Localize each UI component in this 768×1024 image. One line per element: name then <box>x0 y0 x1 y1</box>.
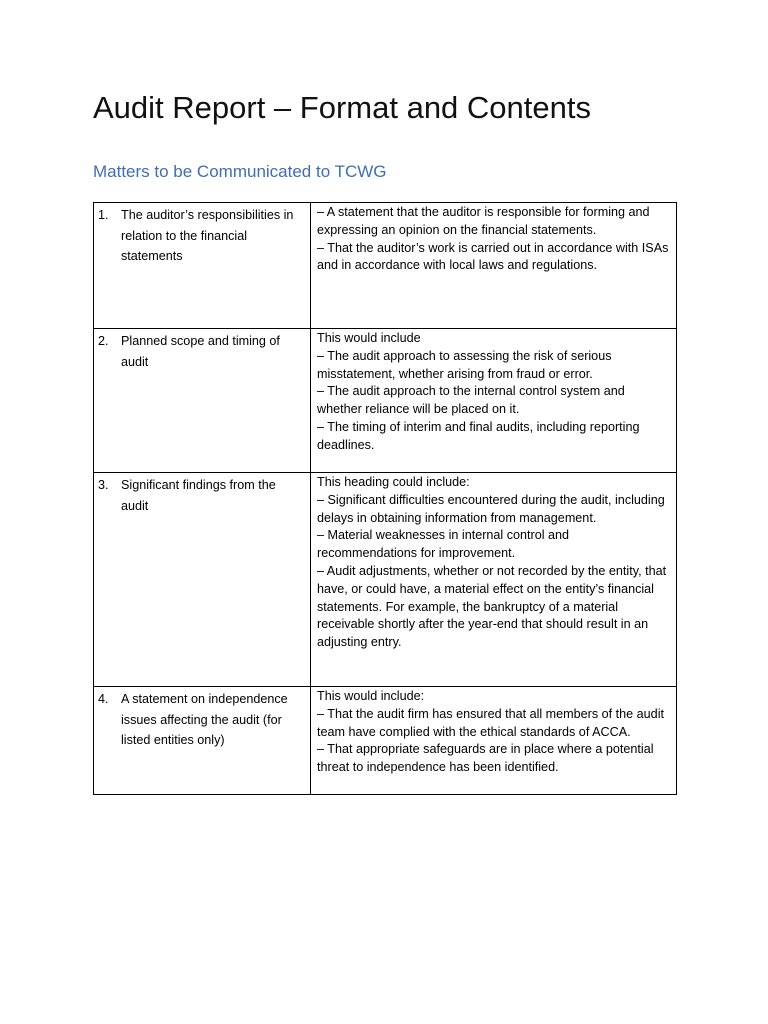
table-row <box>94 203 677 329</box>
detail-line: This would include <box>317 331 421 345</box>
detail-line: – Audit adjustments, whether or not recorded by the entity, that have, or could have, a material effect on the entity’s financial statements. For example, the bankruptcy of a material receivable shortly after the year-end that should result in an adjusting entry. <box>317 563 667 650</box>
matter-text: A statement on independence issues affecting the audit (for listed entities only) <box>121 692 288 747</box>
matter-text: Planned scope and timing of audit <box>121 334 280 369</box>
matters-table <box>93 202 677 795</box>
matter-cell <box>94 203 311 329</box>
detail-line: – The audit approach to assessing the risk of serious misstatement, whether arising from fraud or error. <box>317 348 612 381</box>
details-cell <box>311 203 677 329</box>
detail-line: This heading could include: <box>317 475 470 489</box>
details-cell <box>311 473 677 687</box>
details-cell <box>311 687 677 795</box>
matter-text: Significant findings from the audit <box>121 478 276 513</box>
detail-line: – That the audit firm has ensured that all members of the audit team have complied with the ethical standards of ACCA. <box>317 706 664 739</box>
matter-cell <box>94 329 311 473</box>
matter-cell <box>94 687 311 795</box>
details-cell <box>311 329 677 473</box>
table-row <box>94 329 677 473</box>
item-number: 3. <box>98 478 109 492</box>
detail-line: This would include: <box>317 689 425 703</box>
detail-line: – That the auditor’s work is carried out in accordance with ISAs and in accordance with local laws and regulations. <box>317 240 669 273</box>
item-number: 4. <box>98 692 109 706</box>
table-row <box>94 473 677 687</box>
detail-line: – The audit approach to the internal control system and whether reliance will be placed on it. <box>317 384 625 417</box>
table-row <box>94 687 677 795</box>
detail-line: – The timing of interim and final audits, including reporting deadlines. <box>317 419 640 452</box>
detail-line: – A statement that the auditor is responsible for forming and expressing an opinion on the financial statements. <box>317 205 650 237</box>
matter-cell <box>94 473 311 687</box>
section-heading: Matters to be Communicated to TCWG <box>93 162 387 181</box>
detail-line: – That appropriate safeguards are in place where a potential threat to independence has been identified. <box>317 742 654 775</box>
detail-line: – Material weaknesses in internal control and recommendations for improvement. <box>317 528 570 561</box>
detail-line: – Significant difficulties encountered during the audit, including delays in obtaining information from management. <box>317 492 665 525</box>
matter-text: The auditor’s responsibilities in relation to the financial statements <box>121 208 294 263</box>
item-number: 1. <box>98 208 109 222</box>
item-number: 2. <box>98 334 109 348</box>
page-title: Audit Report – Format and Contents <box>93 90 591 125</box>
